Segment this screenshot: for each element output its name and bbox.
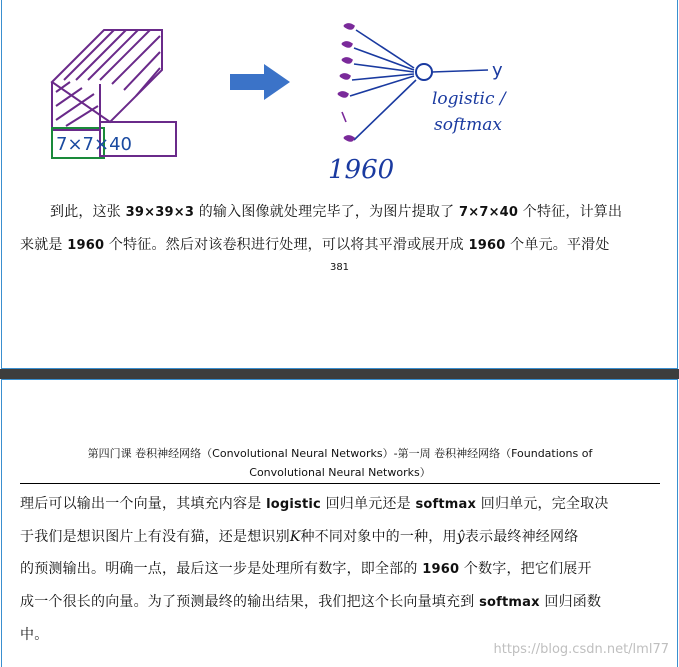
watermark: https://blog.csdn.net/lml77 bbox=[493, 642, 669, 657]
page-number: 381 bbox=[329, 262, 350, 273]
running-header-line-2: Convolutional Neural Networks） bbox=[249, 466, 431, 479]
output-y-mark: y bbox=[492, 60, 503, 81]
left-dimension-label: 7×7×40 bbox=[56, 134, 132, 155]
paragraph-1-line-2: 来就是 1960 个特征。然后对该卷积进行处理，可以将其平滑或展开成 1960 个单元。平滑处 bbox=[20, 237, 610, 253]
page-1 bbox=[1, 0, 678, 369]
paragraph-2-line-4: 成一个很长的向量。为了预测最终的输出结果，我们把这个长向量填充到 softmax 回归函数 bbox=[20, 594, 602, 610]
paragraph-2-line-1: 理后可以输出一个向量，其填充内容是 logistic 回归单元还是 softmax 回归单元，完全取决 bbox=[20, 496, 609, 512]
paragraph-2-line-2: 于我们是想识图片上有没有猫，还是想识别K种不同对象中的一种，用ŷ表示最终神经网络 bbox=[20, 529, 579, 545]
paragraph-1 bbox=[20, 196, 660, 262]
paragraph-1-line-1: 到此，这张 39×39×3 的输入图像就处理完毕了，为图片提取了 7×7×40 个特征，计算出 bbox=[50, 204, 623, 220]
softmax-label: softmax bbox=[434, 115, 502, 135]
running-header-line-1: 第四门课 卷积神经网络（Convolutional Neural Networks）-第一周 卷积神经网络（Foundations of bbox=[87, 447, 593, 460]
logistic-label: logistic / bbox=[432, 89, 506, 109]
running-header bbox=[20, 444, 660, 482]
paragraph-2-line-3: 的预测输出。明确一点，最后这一步是处理所有数字，即全部的 1960 个数字，把它们展开 bbox=[20, 561, 592, 577]
paragraph-2 bbox=[20, 488, 665, 651]
header-rule bbox=[20, 483, 660, 484]
page-2 bbox=[1, 379, 678, 667]
paragraph-2-line-5: 中。 bbox=[20, 627, 49, 643]
handwritten-figure bbox=[42, 10, 562, 190]
page-gap bbox=[0, 369, 679, 379]
arrow-icon bbox=[230, 64, 290, 100]
volume-sketch bbox=[52, 30, 162, 130]
count-1960-label: 1960 bbox=[328, 155, 395, 185]
